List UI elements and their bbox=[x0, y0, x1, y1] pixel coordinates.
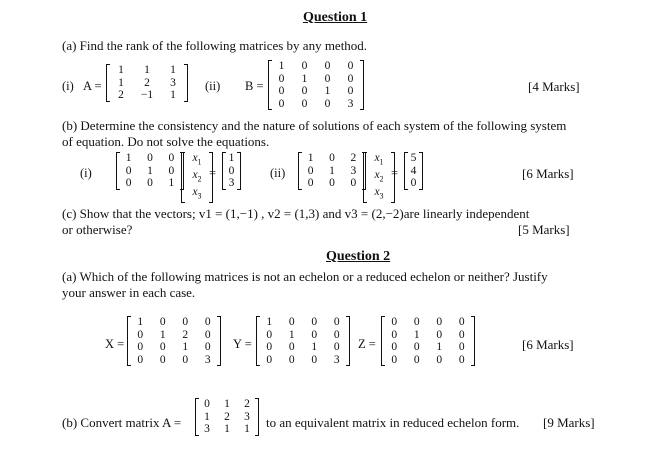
matrix-entry: 0 bbox=[307, 164, 314, 177]
matrix-entry: 0 bbox=[413, 353, 420, 366]
matrix-entry: 0 bbox=[301, 85, 308, 98]
variable-entry: $x_2$ bbox=[192, 168, 202, 184]
matrix-entry: 0 bbox=[413, 341, 420, 354]
matrix-entry: 0 bbox=[125, 164, 132, 177]
matrix-x bbox=[127, 316, 221, 366]
matrix-entry: 0 bbox=[182, 316, 189, 328]
matrix-a-q2 bbox=[195, 398, 259, 436]
matrix-entry: 1 bbox=[266, 316, 273, 328]
matrix-entry: 0 bbox=[159, 353, 166, 366]
matrix-entry: 3 bbox=[350, 164, 357, 177]
matrix-z-label: Z = bbox=[358, 337, 376, 351]
matrix-entry: 0 bbox=[182, 353, 189, 366]
matrix-entry: 3 bbox=[347, 97, 354, 110]
matrix-entry: 0 bbox=[159, 316, 166, 328]
matrix-y-label: Y = bbox=[233, 337, 252, 351]
matrix-entry: 0 bbox=[228, 164, 235, 177]
variable-entry: $x_3$ bbox=[192, 185, 202, 201]
matrix-entry: 1 bbox=[301, 72, 308, 85]
system-2-rhs bbox=[404, 152, 423, 190]
q1-part-c-text-1: (c) Show that the vectors; v1 = (1,−1) , v2 = (1,3) and v3 = (2,−2)are linearly independent bbox=[62, 206, 530, 221]
question-2-title: Question 2 bbox=[326, 249, 391, 264]
matrix-entry: 1 bbox=[413, 328, 420, 341]
matrix-entry: 0 bbox=[324, 72, 331, 85]
system-2-coefficients bbox=[298, 152, 366, 190]
q1-b-ii-label: (ii) bbox=[270, 166, 286, 180]
matrix-entry: 0 bbox=[391, 353, 398, 366]
matrix-entry: 0 bbox=[347, 60, 354, 72]
matrix-entry: 0 bbox=[204, 398, 210, 410]
matrix-entry: 0 bbox=[307, 177, 314, 190]
matrix-entry: 0 bbox=[266, 328, 273, 341]
matrix-entry: 1 bbox=[168, 177, 175, 190]
system-1-coefficients bbox=[116, 152, 184, 190]
matrix-entry: 3 bbox=[170, 76, 176, 89]
q1-part-c-text-2: or otherwise? bbox=[62, 222, 133, 237]
matrix-entry: 0 bbox=[301, 60, 308, 72]
matrix-entry: 0 bbox=[391, 328, 398, 341]
matrix-entry: 1 bbox=[118, 64, 124, 76]
matrix-entry: 0 bbox=[266, 353, 273, 366]
matrix-entry: 0 bbox=[147, 177, 153, 190]
q1-b-i-label: (i) bbox=[80, 166, 92, 180]
matrix-entry: 0 bbox=[147, 152, 153, 164]
matrix-entry: 0 bbox=[301, 97, 308, 110]
matrix-entry: 0 bbox=[333, 328, 340, 341]
matrix-entry: 1 bbox=[224, 423, 230, 436]
matrix-entry: 1 bbox=[147, 164, 153, 177]
matrix-entry: 1 bbox=[159, 328, 166, 341]
system-1-rhs bbox=[222, 152, 241, 190]
variable-entry: $x_1$ bbox=[192, 152, 202, 167]
matrix-entry: 0 bbox=[458, 328, 465, 341]
matrix-b bbox=[268, 60, 364, 110]
question-1-title: Question 1 bbox=[303, 10, 368, 25]
matrix-entry: 1 bbox=[170, 89, 176, 102]
q2-part-a-text-1: (a) Which of the following matrices is not an echelon or a reduced echelon or neither? Justify bbox=[62, 269, 548, 284]
matrix-entry: 1 bbox=[144, 64, 150, 76]
q1-part-b-text-1: (b) Determine the consistency and the nature of solutions of each system of the following system bbox=[62, 118, 567, 133]
matrix-entry: 1 bbox=[329, 164, 335, 177]
matrix-entry: 3 bbox=[333, 353, 340, 366]
matrix-entry: 0 bbox=[324, 97, 331, 110]
matrix-entry: 1 bbox=[125, 152, 132, 164]
matrix-entry: 1 bbox=[436, 341, 443, 354]
matrix-entry: 0 bbox=[137, 328, 144, 341]
matrix-entry: 0 bbox=[288, 316, 295, 328]
matrix-entry: 0 bbox=[278, 85, 285, 98]
matrix-entry: 0 bbox=[288, 341, 295, 354]
matrix-x-label: X = bbox=[105, 337, 125, 351]
matrix-entry: 0 bbox=[391, 316, 398, 328]
q1-part-b-text-2: of equation. Do not solve the equations. bbox=[62, 134, 270, 149]
matrix-entry: 0 bbox=[347, 72, 354, 85]
variable-entry: $x_2$ bbox=[374, 168, 384, 184]
matrix-a-label: A = bbox=[83, 79, 102, 93]
matrix-entry: 0 bbox=[347, 85, 354, 98]
matrix-entry: −1 bbox=[140, 89, 154, 102]
matrix-entry: 0 bbox=[391, 341, 398, 354]
matrix-entry: 1 bbox=[324, 85, 331, 98]
q2-b-marks: [9 Marks] bbox=[543, 415, 595, 430]
matrix-entry: 0 bbox=[288, 353, 295, 366]
matrix-entry: 0 bbox=[413, 316, 420, 328]
q1-a-ii-label: (ii) bbox=[205, 79, 221, 93]
matrix-entry: 0 bbox=[311, 353, 318, 366]
q2-part-b-text-post: to an equivalent matrix in reduced echelon form. bbox=[266, 415, 520, 430]
matrix-entry: 0 bbox=[436, 328, 443, 341]
matrix-entry: 2 bbox=[350, 152, 357, 164]
matrix-entry: 0 bbox=[266, 341, 273, 354]
matrix-entry: 2 bbox=[144, 76, 150, 89]
matrix-entry: 1 bbox=[244, 423, 250, 436]
matrix-entry: 1 bbox=[311, 341, 318, 354]
matrix-entry: 0 bbox=[350, 177, 357, 190]
matrix-entry: 1 bbox=[228, 152, 235, 164]
system-1-equals: = bbox=[209, 166, 217, 180]
matrix-entry: 0 bbox=[204, 316, 211, 328]
q2-a-marks: [6 Marks] bbox=[522, 337, 574, 352]
matrix-entry: 0 bbox=[137, 353, 144, 366]
matrix-z bbox=[381, 316, 475, 366]
q1-b-marks: [6 Marks] bbox=[522, 166, 574, 181]
matrix-entry: 0 bbox=[458, 341, 465, 354]
matrix-entry: 0 bbox=[168, 164, 175, 177]
matrix-entry: 0 bbox=[137, 341, 144, 354]
matrix-entry: 1 bbox=[224, 398, 230, 410]
matrix-entry: 0 bbox=[333, 341, 340, 354]
matrix-entry: 2 bbox=[182, 328, 189, 341]
matrix-entry: 0 bbox=[125, 177, 132, 190]
q2-part-b-text: (b) Convert matrix A = bbox=[62, 415, 182, 430]
matrix-entry: 2 bbox=[224, 410, 230, 423]
matrix-entry: 1 bbox=[288, 328, 295, 341]
variable-entry: $x_1$ bbox=[374, 152, 384, 167]
matrix-a bbox=[106, 64, 188, 102]
matrix-entry: 0 bbox=[436, 316, 443, 328]
matrix-entry: 0 bbox=[204, 328, 211, 341]
matrix-entry: 0 bbox=[329, 152, 335, 164]
matrix-entry: 5 bbox=[410, 152, 417, 164]
matrix-entry: 0 bbox=[278, 72, 285, 85]
matrix-b-label: B = bbox=[245, 79, 264, 93]
matrix-entry: 3 bbox=[204, 353, 211, 366]
matrix-entry: 1 bbox=[170, 64, 176, 76]
q1-part-a-text: (a) Find the rank of the following matrices by any method. bbox=[62, 38, 368, 53]
matrix-entry: 0 bbox=[278, 97, 285, 110]
matrix-entry: 0 bbox=[458, 316, 465, 328]
matrix-entry: 0 bbox=[333, 316, 340, 328]
matrix-entry: 1 bbox=[307, 152, 314, 164]
matrix-entry: 1 bbox=[204, 410, 210, 423]
system-2-equals: = bbox=[391, 166, 399, 180]
matrix-entry: 0 bbox=[311, 316, 318, 328]
matrix-entry: 2 bbox=[244, 398, 250, 410]
matrix-entry: 0 bbox=[410, 177, 417, 190]
variable-entry: $x_3$ bbox=[374, 185, 384, 201]
q1-a-i-label: (i) bbox=[62, 79, 74, 93]
matrix-entry: 0 bbox=[324, 60, 331, 72]
matrix-entry: 0 bbox=[159, 341, 166, 354]
matrix-entry: 1 bbox=[118, 76, 124, 89]
matrix-entry: 4 bbox=[410, 164, 417, 177]
matrix-entry: 0 bbox=[329, 177, 335, 190]
matrix-entry: 0 bbox=[204, 341, 211, 354]
matrix-entry: 3 bbox=[228, 177, 235, 190]
matrix-entry: 1 bbox=[137, 316, 144, 328]
matrix-entry: 0 bbox=[311, 328, 318, 341]
matrix-entry: 3 bbox=[244, 410, 250, 423]
matrix-entry: 0 bbox=[458, 353, 465, 366]
q1-c-marks: [5 Marks] bbox=[518, 222, 570, 237]
matrix-entry: 2 bbox=[118, 89, 124, 102]
matrix-entry: 1 bbox=[278, 60, 285, 72]
matrix-entry: 1 bbox=[182, 341, 189, 354]
matrix-entry: 0 bbox=[436, 353, 443, 366]
matrix-entry: 0 bbox=[168, 152, 175, 164]
matrix-entry: 3 bbox=[204, 423, 210, 436]
q2-part-a-text-2: your answer in each case. bbox=[62, 285, 196, 300]
matrix-y bbox=[256, 316, 350, 366]
q1-a-marks: [4 Marks] bbox=[528, 79, 580, 94]
